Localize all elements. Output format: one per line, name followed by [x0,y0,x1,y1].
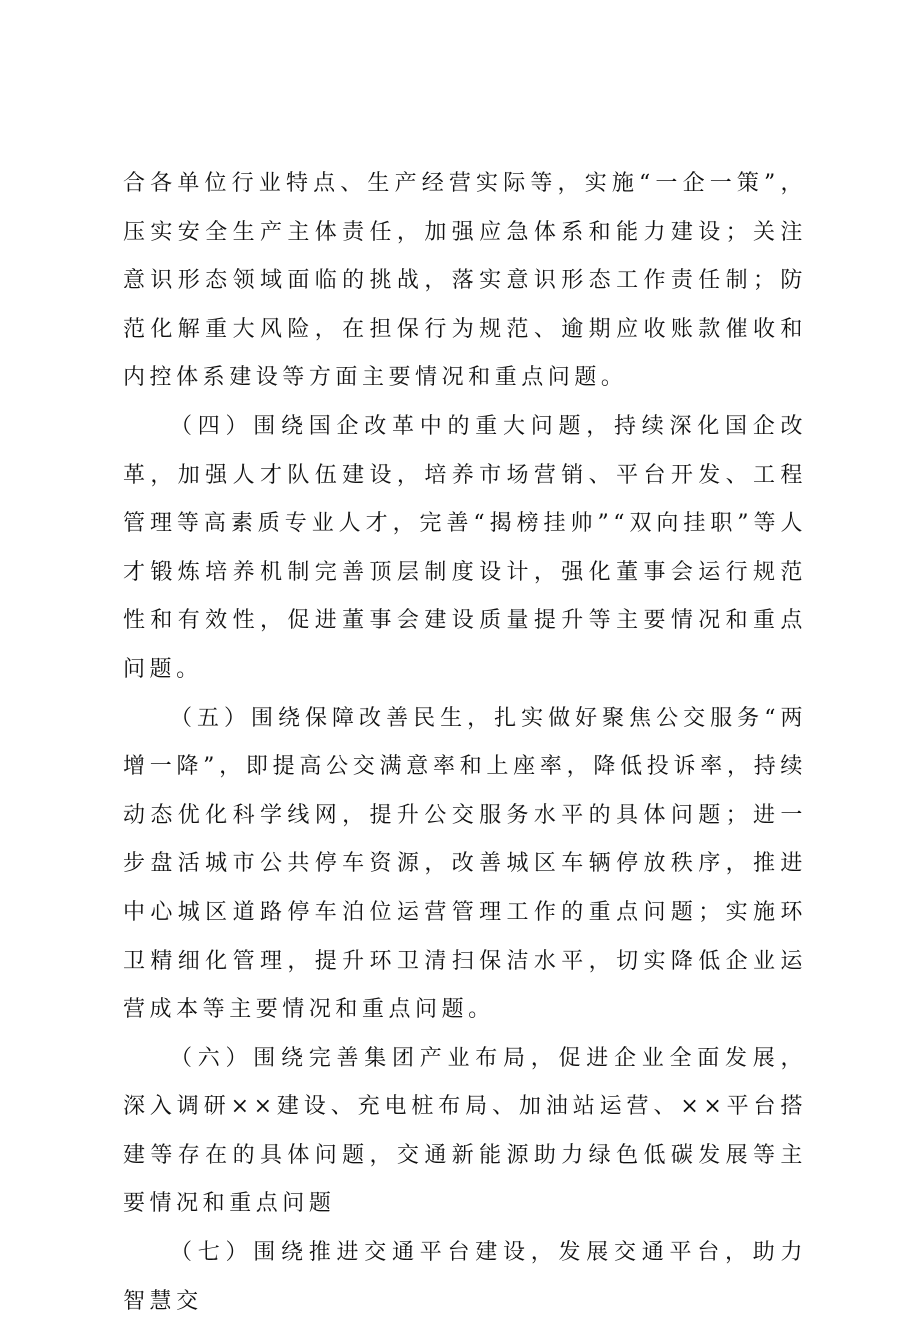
paragraph-section-5: （五）围绕保障改善民生，扎实做好聚焦公交服务“两增一降”，即提高公交满意率和上座率，降低投诉率，持续动态优化科学线网，提升公交服务水平的具体问题；进一步盘活城市公共停车资源，改善城区车辆停放秩序，推进中心城区道路停车泊位运营管理工作的重点问题；实施环卫精细化管理，提升环卫清扫保洁水平，切实降低企业运营成本等主要情况和重点问题。 [123,705,807,1023]
document-body [123,160,807,1326]
paragraph-section-6: （六）围绕完善集团产业布局，促进企业全面发展，深入调研××建设、充电桩布局、加油站运营、××平台搭建等存在的具体问题，交通新能源助力绿色低碳发展等主要情况和重点问题 [123,1045,807,1217]
paragraph-section-4: （四）围绕国企改革中的重大问题，持续深化国企改革，加强人才队伍建设，培养市场营销、平台开发、工程管理等高素质专业人才，完善“揭榜挂帅”“双向挂职”等人才锻炼培养机制完善顶层制度设计，强化董事会运行规范性和有效性，促进董事会建设质量提升等主要情况和重点问题。 [123,413,807,682]
paragraph-section-7: （七）围绕推进交通平台建设，发展交通平台，助力智慧交 [123,1240,807,1314]
paragraph-continued: 合各单位行业特点、生产经营实际等，实施“一企一策”，压实安全生产主体责任，加强应急体系和能力建设；关注意识形态领域面临的挑战，落实意识形态工作责任制；防范化解重大风险，在担保行为规范、逾期应收账款催收和内控体系建设等方面主要情况和重点问题。 [123,171,807,391]
